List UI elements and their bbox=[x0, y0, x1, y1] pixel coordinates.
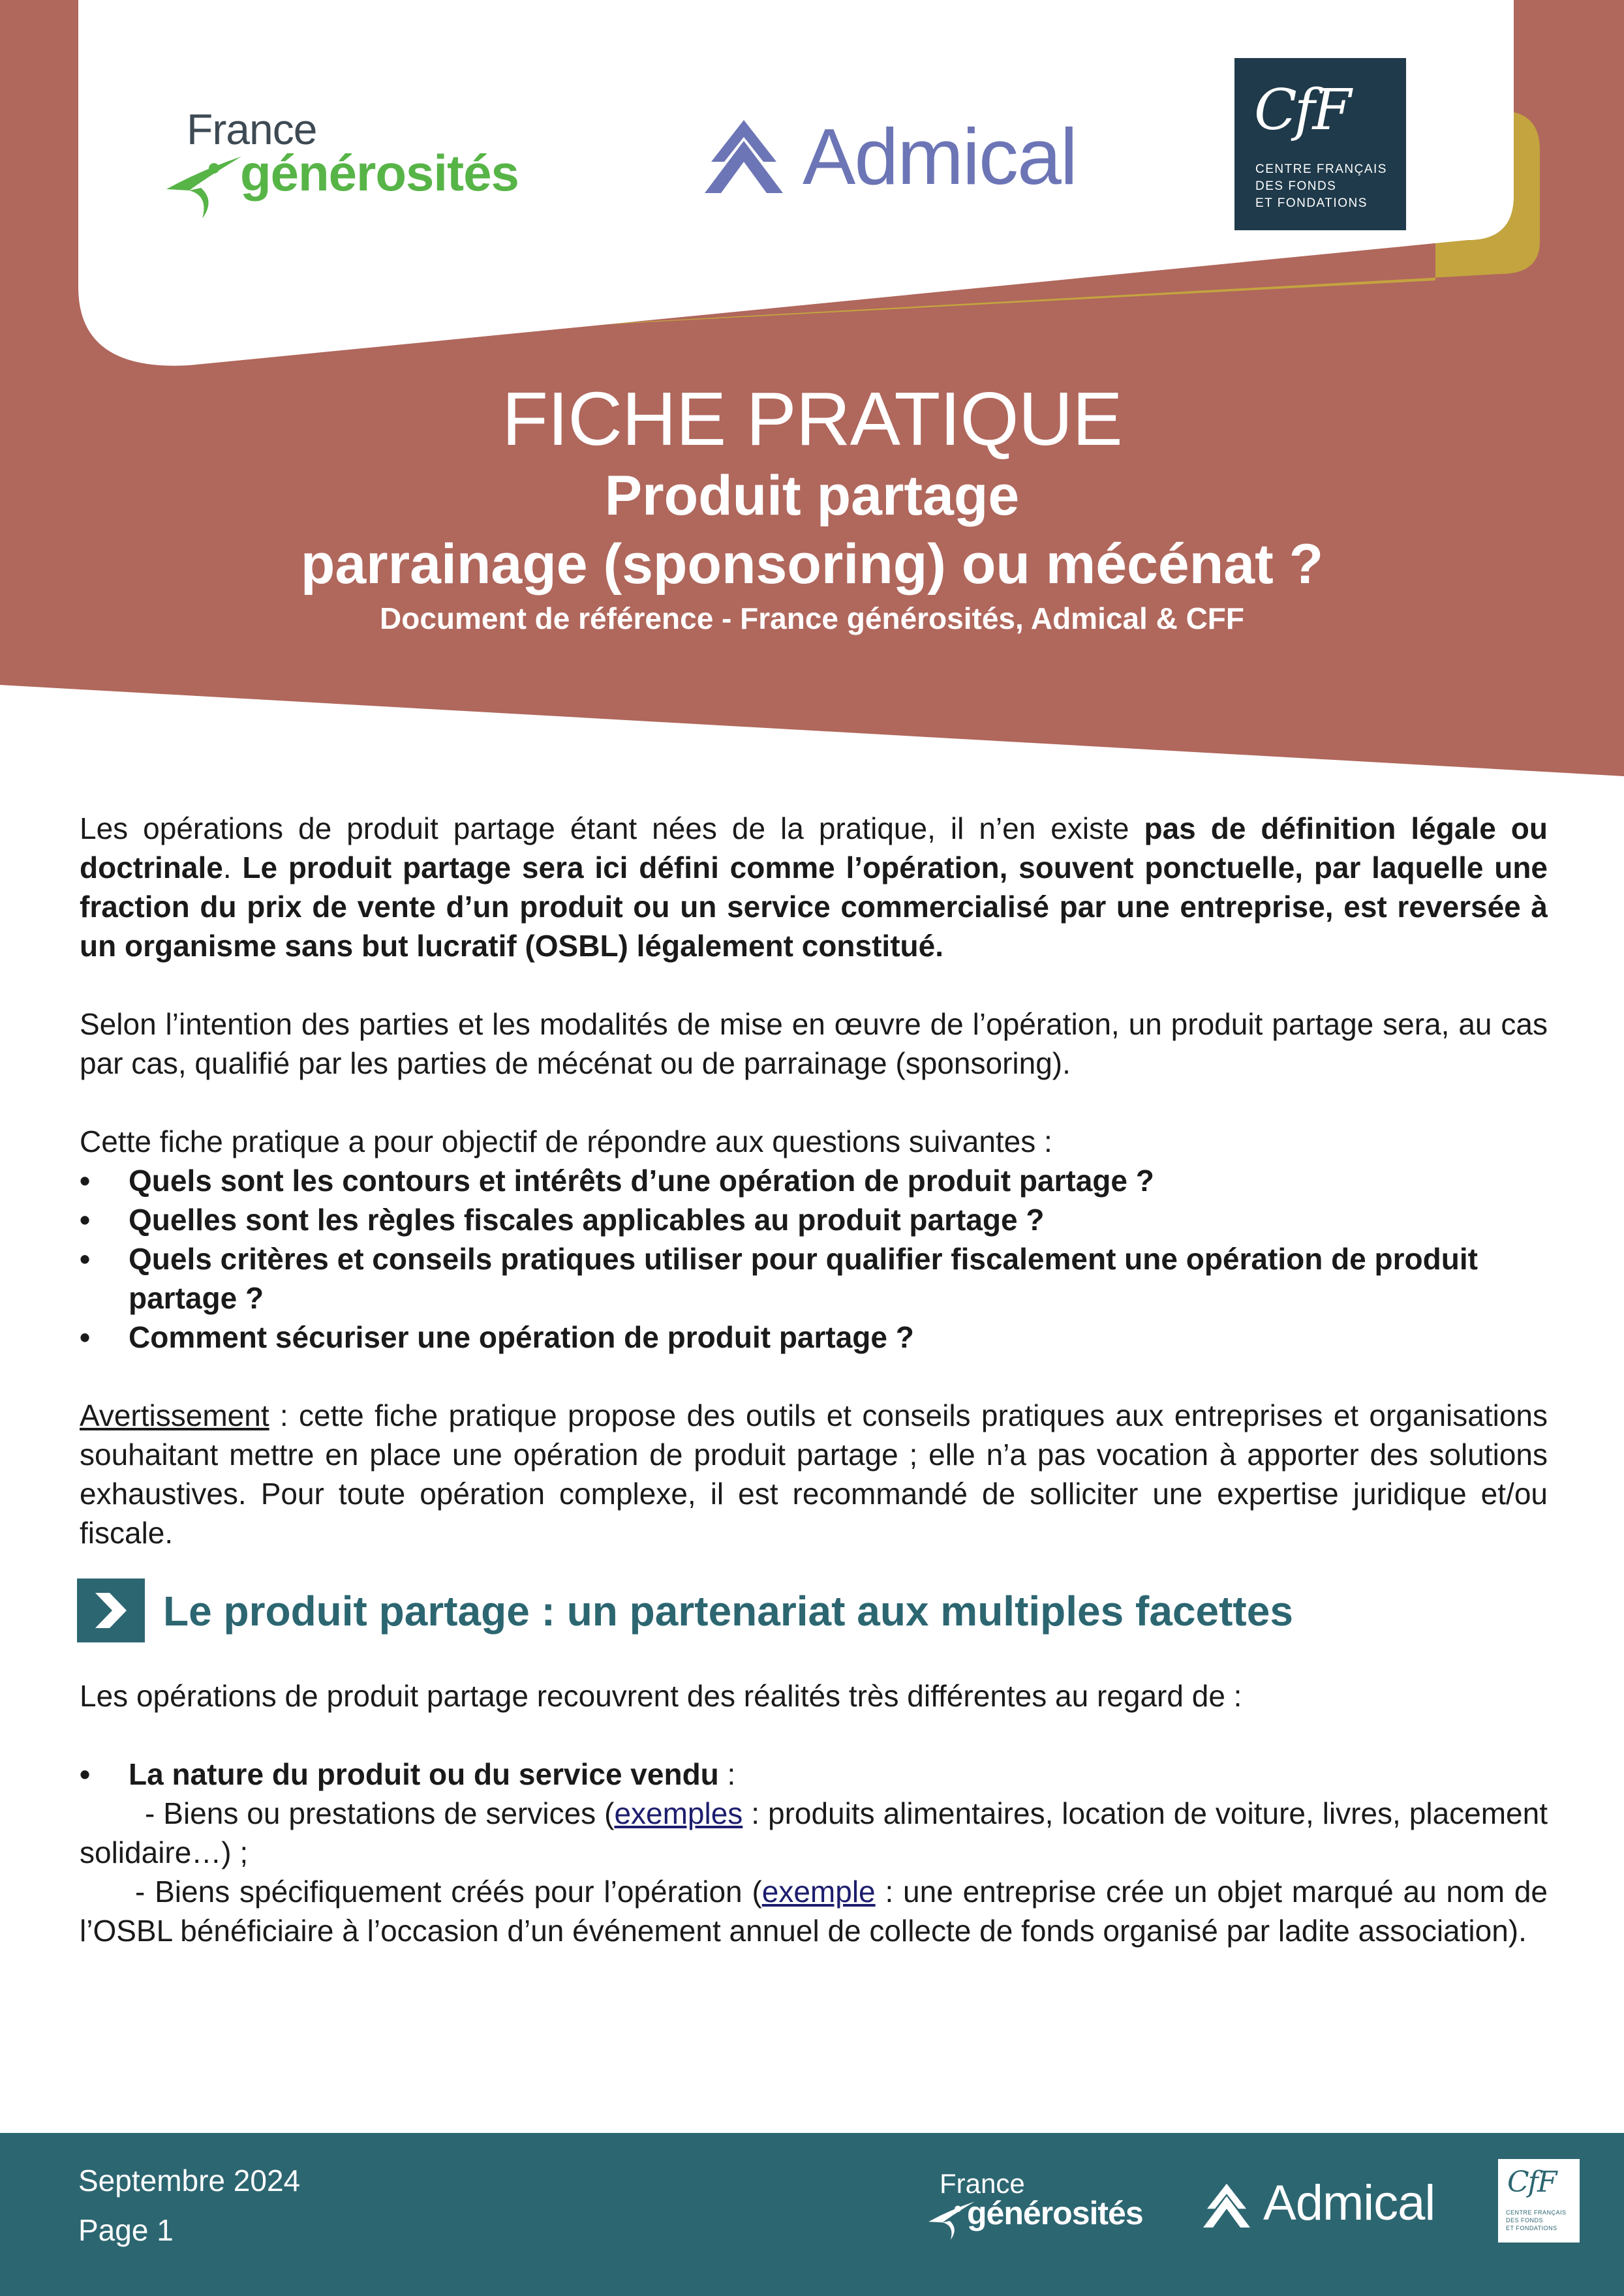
nature-list bbox=[80, 1755, 1548, 1794]
footer-logo-france-text: France bbox=[940, 2168, 1025, 2199]
section-title: Le produit partage : un partenariat aux multiples facettes bbox=[163, 1588, 1293, 1635]
intro-p1-definition: Le produit partage sera ici défini comme l’opération, souvent ponctuelle, par laquelle une fraction du prix de vente d’un produit ou un service commercialisé par une entreprise, est reversée à un organisme sans but lucratif (OSBL) légalement constitué. bbox=[80, 851, 1548, 963]
admical-logo bbox=[698, 111, 1103, 202]
intro-p1-bold: pas de définition légale ou doctrinale bbox=[80, 811, 1548, 884]
footer-page-number: Page 1 bbox=[78, 2213, 174, 2247]
footer-date: Septembre 2024 bbox=[78, 2164, 301, 2198]
intro-paragraph-1 bbox=[80, 809, 1548, 965]
list-item bbox=[80, 1755, 1548, 1794]
cff-mark-text: CfF bbox=[1254, 78, 1349, 143]
item1-text-b: : produits alimentaires, location de voiture, livres, placement solidaire…) ; bbox=[80, 1796, 1548, 1869]
footer-cff-sub-line1: CENTRE FRANÇAIS bbox=[1506, 2209, 1567, 2216]
warning-text: : cette fiche pratique propose des outils et conseils pratiques aux entreprises et organisations souhaitant mettre en place une opération de produit partage ; elle n’a pas vocation à apporter des solutions exhaustives. Pour toute opération complexe, il est recommandé de solliciter une expertise juridique et/ou fiscale. bbox=[80, 1398, 1548, 1550]
page-footer bbox=[0, 2133, 1624, 2296]
section-marker bbox=[77, 1578, 145, 1642]
nature-item-1 bbox=[80, 1794, 1548, 1872]
item2-text-a: - Biens spécifiquement créés pour l’opération ( bbox=[135, 1875, 762, 1909]
questions-lead: Cette fiche pratique a pour objectif de répondre aux questions suivantes : bbox=[80, 1125, 1052, 1158]
footer-cff-sub-line2: DES FONDS bbox=[1506, 2217, 1544, 2224]
list-item: • Quels critères et conseils pratiques utiliser pour qualifier fiscalement une opération de produit partage ? bbox=[80, 1239, 1548, 1318]
title-block bbox=[0, 378, 1624, 637]
list-item: • Quelles sont les règles fiscales applicables au produit partage ? bbox=[80, 1200, 1548, 1239]
reference-line: Document de référence - France générosités, Admical & CFF bbox=[380, 601, 1244, 635]
logo-france-text: France bbox=[187, 105, 317, 153]
nature-item-2 bbox=[80, 1872, 1548, 1950]
page-subtitle-2: parrainage (sponsoring) ou mécénat ? bbox=[300, 533, 1324, 596]
cff-sub-line3: ET FONDATIONS bbox=[1255, 196, 1368, 210]
footer-france-generosites-logo bbox=[927, 2168, 1168, 2246]
footer-admical-text: Admical bbox=[1263, 2175, 1435, 2231]
example-link[interactable]: exemple bbox=[761, 1875, 876, 1909]
footer-admical-logo bbox=[1199, 2175, 1434, 2240]
bullet-colon: : bbox=[718, 1757, 736, 1791]
swoosh-figure-icon bbox=[163, 150, 248, 222]
footer-cff-sub-line3: ET FONDATIONS bbox=[1506, 2225, 1557, 2231]
intro-paragraph-2: Selon l’intention des parties et les modalités de mise en œuvre de l’opération, un produit partage sera, au cas par cas, qualifié par les parties de mécénat ou de parrainage (sponsoring). bbox=[80, 1007, 1548, 1080]
list-item: • Quels sont les contours et intérêts d’une opération de produit partage ? bbox=[80, 1161, 1548, 1200]
page-title: FICHE PRATIQUE bbox=[502, 376, 1122, 461]
chevron-right-icon bbox=[77, 1578, 145, 1642]
page-subtitle-1: Produit partage bbox=[604, 464, 1020, 527]
footer-logo-generosites-text: générosités bbox=[967, 2195, 1143, 2231]
cff-sub-line1: CENTRE FRANÇAIS bbox=[1255, 162, 1387, 176]
footer-cff-subtitle bbox=[1506, 2209, 1567, 2232]
cff-subtitle bbox=[1255, 161, 1387, 212]
intro-p1-c: . bbox=[222, 851, 243, 884]
item2-text-b: : une entreprise crée un objet marqué au nom de l’OSBL bénéficiaire à l’occasion d’un événement annuel de collecte de fonds organisé par ladite association). bbox=[80, 1875, 1548, 1948]
section-lead: Les opérations de produit partage recouvrent des réalités très différentes au regard de : bbox=[80, 1679, 1242, 1713]
questions-list bbox=[80, 1161, 1548, 1357]
main-content bbox=[80, 809, 1548, 1950]
item1-text-a: - Biens ou prestations de services ( bbox=[145, 1796, 615, 1830]
admical-logo-text: Admical bbox=[803, 112, 1077, 201]
warning-label: Avertissement bbox=[80, 1398, 269, 1432]
intro-p1-a: Les opérations de produit partage étant nées de la pratique, il n’en existe bbox=[80, 811, 1144, 845]
admical-a-icon bbox=[698, 115, 789, 200]
logo-generosites-text: générosités bbox=[240, 144, 519, 202]
footer-cff-logo bbox=[1498, 2159, 1580, 2243]
warning-paragraph bbox=[80, 1396, 1548, 1552]
examples-link[interactable]: exemples bbox=[614, 1796, 743, 1830]
france-generosites-logo bbox=[163, 104, 561, 222]
admical-a-icon bbox=[1199, 2180, 1254, 2232]
footer-cff-mark: CfF bbox=[1507, 2166, 1556, 2199]
cff-sub-line2: DES FONDS bbox=[1255, 179, 1337, 193]
bullet-label: La nature du produit ou du service vendu bbox=[129, 1757, 719, 1791]
cff-logo bbox=[1234, 58, 1406, 230]
list-item: • Comment sécuriser une opération de produit partage ? bbox=[80, 1318, 1548, 1357]
section-heading bbox=[80, 1578, 1548, 1644]
